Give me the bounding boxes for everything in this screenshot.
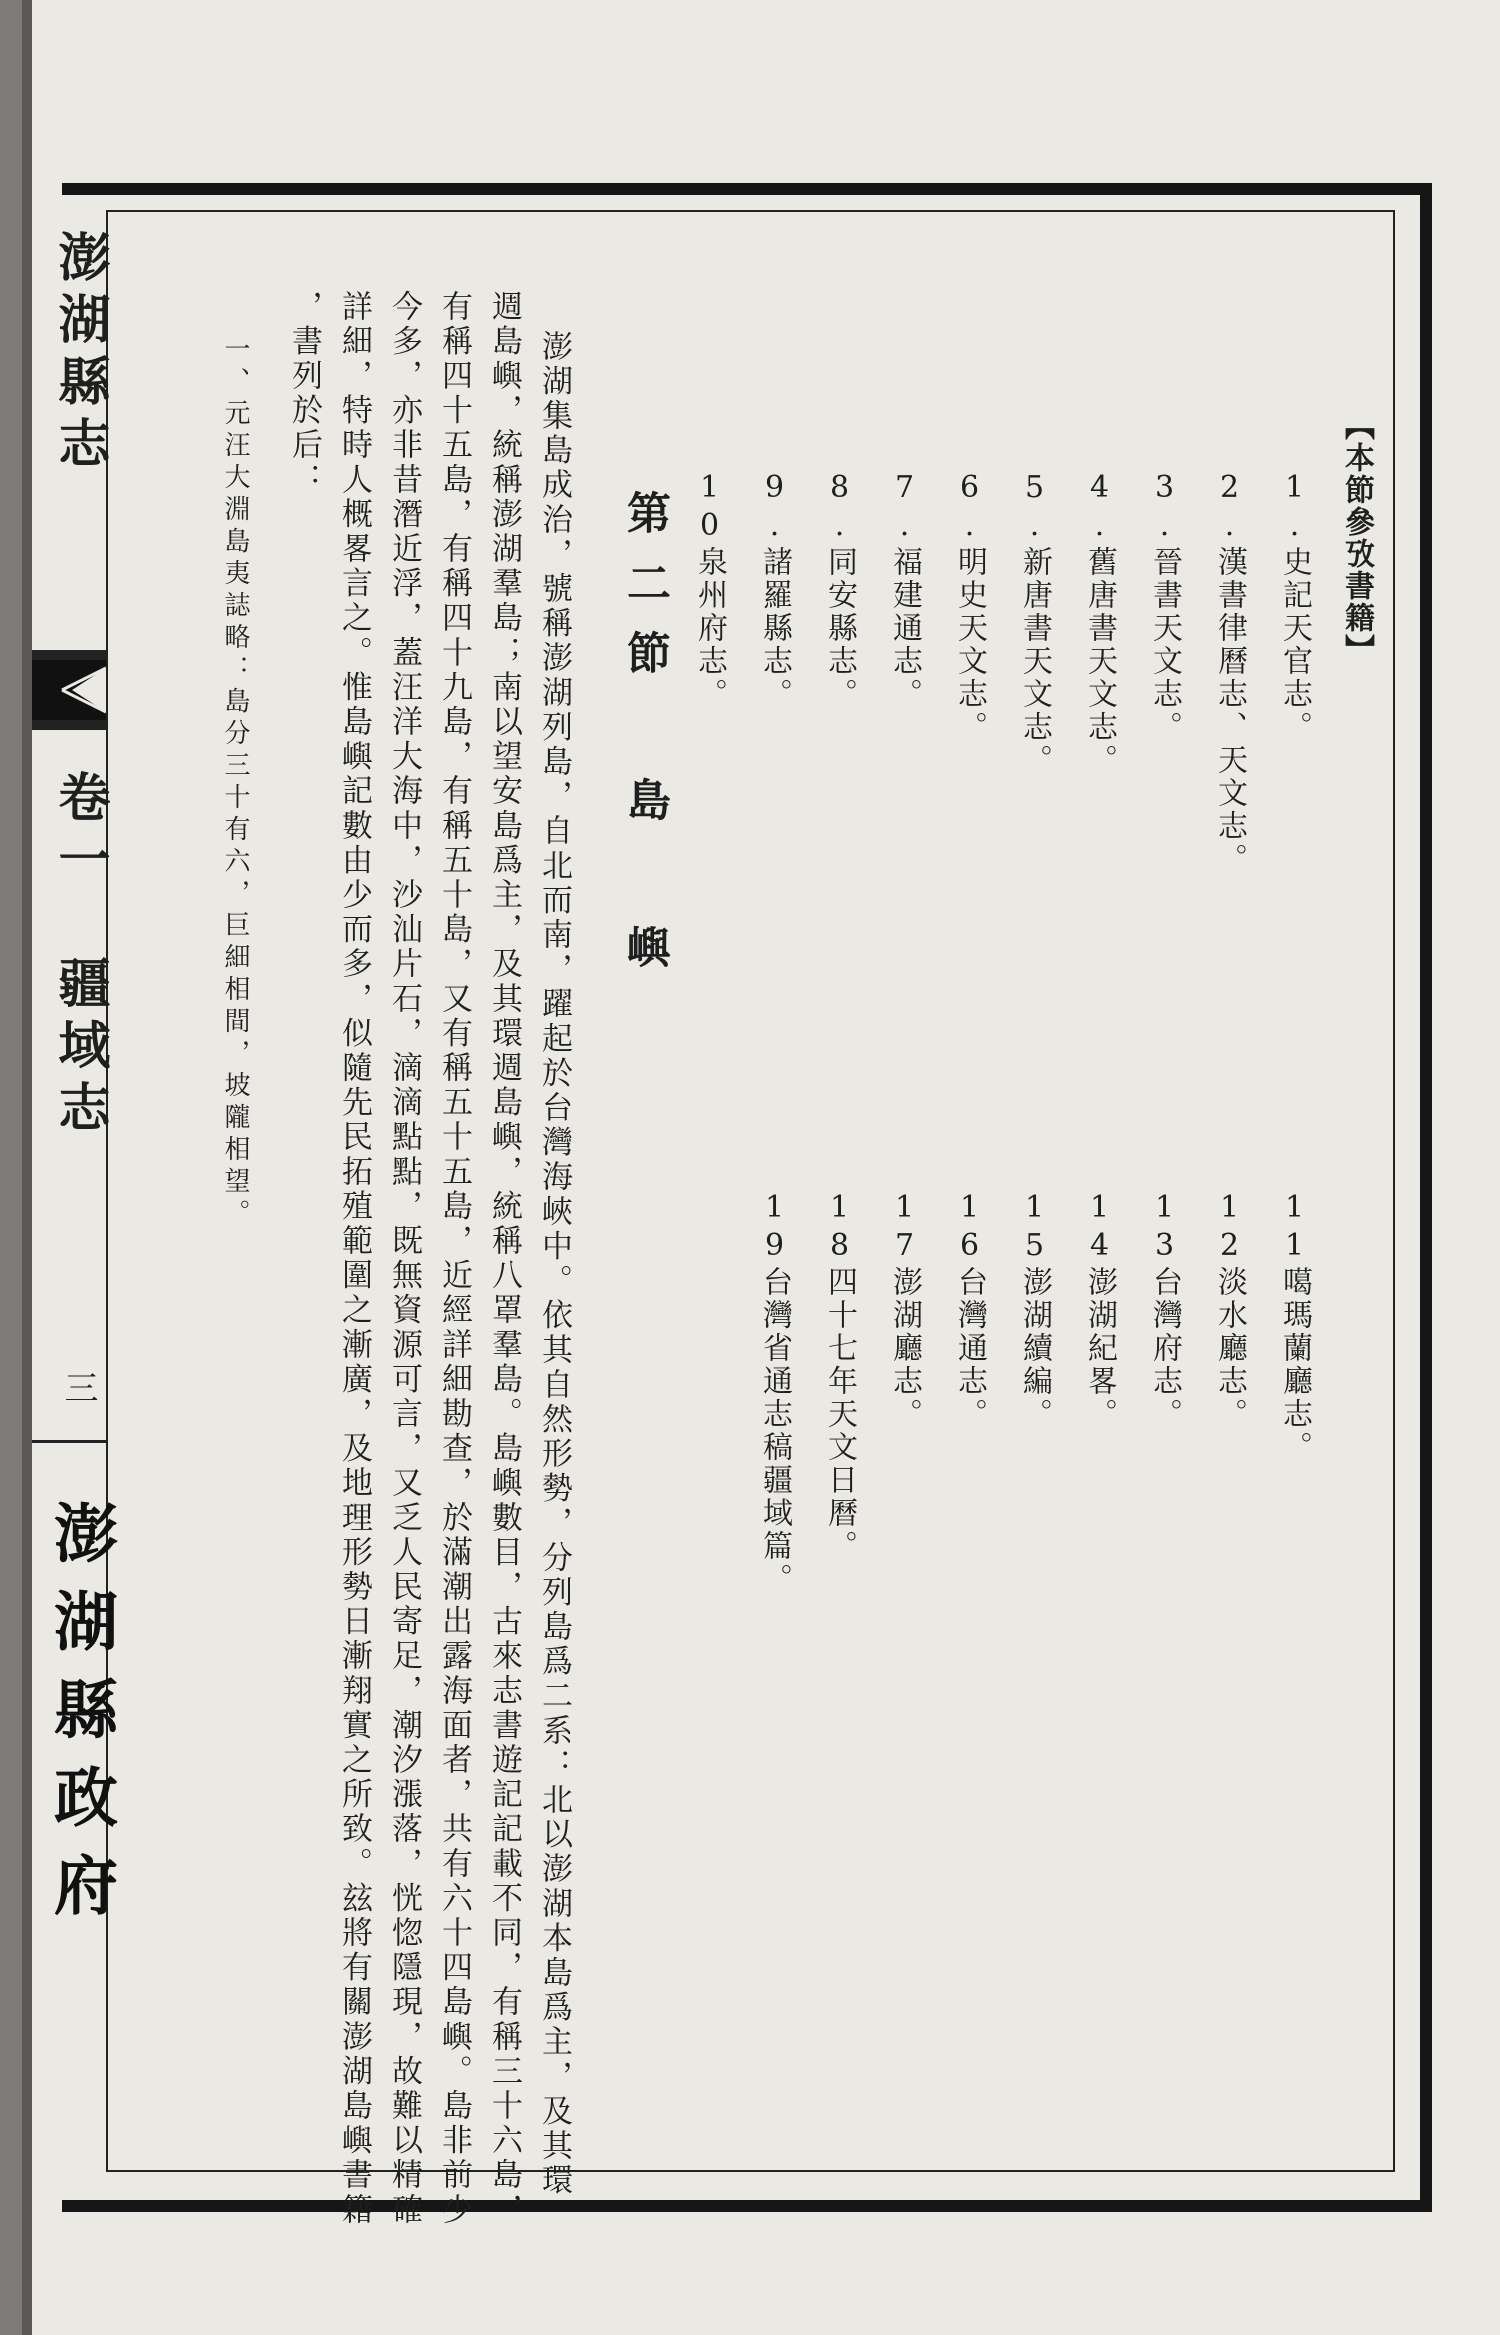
body-line: 澎湖集島成治，號稱澎湖列島，自北而南，躍起於台灣海峽中。依其自然形勢，分列島爲二系：北以澎湖本島爲主，及其環 (536, 330, 572, 2199)
body-line: 詳細，特時人概畧言之。惟島嶼記數由少而多，似隨先民拓殖範圍之漸廣，及地理形勢日漸翔實之所致。玆將有關澎湖島嶼書籍 (336, 290, 372, 2228)
body-line: ，書列於后： (286, 290, 322, 498)
reference-item: 12淡水廳志。 (1212, 1190, 1247, 1431)
margin-rule (32, 1440, 106, 1443)
book-binding-edge (0, 0, 22, 2335)
reference-item: 9.諸羅縣志。 (757, 470, 792, 711)
reference-item: 15澎湖續編。 (1017, 1190, 1052, 1431)
reference-item: 16台灣通志。 (952, 1190, 987, 1431)
reference-item: 5.新唐書天文志。 (1017, 470, 1052, 777)
reference-item: 13台灣府志。 (1147, 1190, 1182, 1431)
body-line: 週島嶼，統稱澎湖羣島；南以望安島爲主，及其環週島嶼，統稱八罩羣島。島嶼數目，古來志書遊記記載不同，有稱三十六島， (486, 290, 522, 2228)
reference-item: 4.舊唐書天文志。 (1082, 470, 1117, 777)
inner-frame (106, 210, 1395, 2172)
book-title: 澎湖縣志 (49, 230, 110, 478)
book-binding-shadow (22, 0, 32, 2335)
page-number: 三 (58, 1370, 98, 1404)
reference-item: 18四十七年天文日曆。 (822, 1190, 857, 1563)
section-title: 第二節 島 嶼 (619, 490, 670, 994)
references-heading: 【本節參攷書籍】 (1339, 410, 1374, 666)
book-page (32, 0, 1500, 2335)
margin-column (32, 210, 118, 2170)
reference-item: 6.明史天文志。 (952, 470, 987, 744)
chapter-title: 卷一 疆域志 (49, 770, 110, 1142)
reference-item: 19台灣省通志稿疆域篇。 (757, 1190, 792, 1596)
reference-item: 11噶瑪蘭廳志。 (1277, 1190, 1312, 1464)
reference-item: 10泉州府志。 (692, 470, 727, 711)
reference-item: 7.福建通志。 (887, 470, 922, 711)
reference-item: 14澎湖紀畧。 (1082, 1190, 1117, 1431)
note-line: 一、元汪大淵島夷誌略：島分三十有六，巨細相間，坡隴相望。 (220, 335, 250, 1231)
body-line: 有稱四十五島，有稱四十九島，有稱五十島，又有稱五十五島，近經詳細勘查，於滿潮出露海面者，共有六十四島嶼。島非前少 (436, 290, 472, 2228)
body-line: 今多，亦非昔潛近浮，蓋汪洋大海中，沙汕片石，滴滴點點，既無資源可言，又乏人民寄足，潮汐漲落，恍惚隱現，故難以精確 (386, 290, 422, 2228)
side-stamp: 澎湖縣政府 (43, 1500, 118, 1940)
reference-item: 17澎湖廳志。 (887, 1190, 922, 1431)
reference-item: 8.同安縣志。 (822, 470, 857, 711)
reference-item: 1.史記天官志。 (1277, 470, 1312, 744)
reference-item: 2.漢書律曆志、天文志。 (1212, 470, 1247, 876)
reference-item: 3.晉書天文志。 (1147, 470, 1182, 744)
chapter-arrow-ornament (32, 650, 106, 730)
